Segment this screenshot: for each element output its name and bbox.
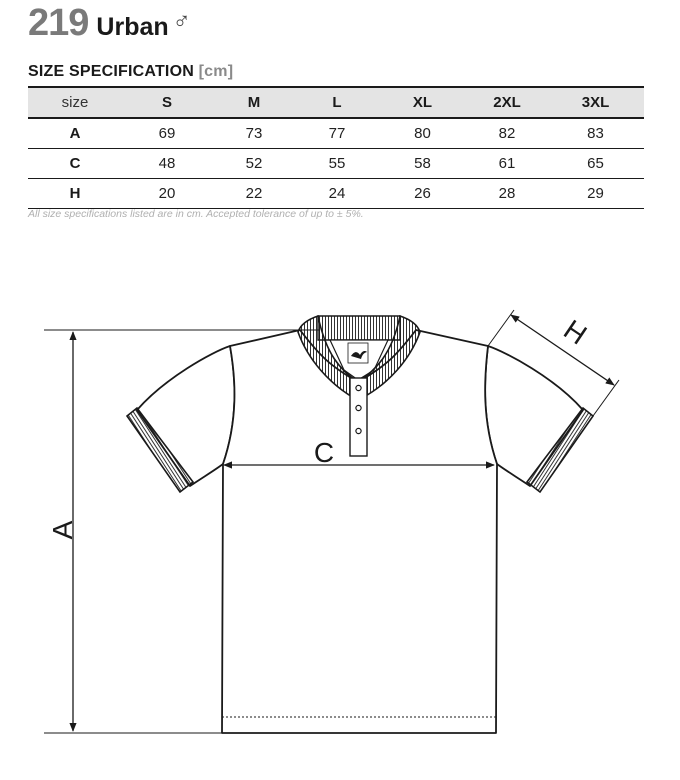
dimension-a-label: A — [47, 520, 78, 540]
left-sleeve — [137, 346, 234, 486]
table-cell: 58 — [414, 155, 431, 172]
table-cell: 83 — [587, 125, 604, 142]
table-cell: 80 — [414, 125, 431, 142]
right-sleeve — [485, 346, 583, 486]
table-cell: 82 — [498, 125, 516, 142]
size-column-header: 3XL — [581, 94, 610, 111]
table-cell: 26 — [414, 185, 431, 202]
table-cell: 61 — [498, 155, 516, 172]
button — [356, 405, 361, 410]
dimension-h-label: H — [558, 313, 593, 351]
size-spec-unit: [cm] — [198, 63, 234, 80]
size-spec-title-text: SIZE SPECIFICATION — [28, 63, 194, 80]
dimension-h-extension-top — [488, 310, 514, 346]
table-cell: 48 — [158, 155, 176, 172]
table-cell: 52 — [245, 155, 263, 172]
size-column-header: S — [161, 94, 172, 111]
measurement-label: H — [69, 185, 81, 202]
male-symbol-icon: ♂ — [172, 8, 191, 35]
table-cell: 24 — [328, 185, 346, 202]
table-cell: 20 — [158, 185, 176, 202]
table-cell: 55 — [328, 155, 346, 172]
collar-back — [318, 316, 400, 340]
model-number: 219 — [28, 2, 89, 44]
model-name: Urban — [96, 13, 169, 41]
table-cell: 77 — [328, 125, 346, 142]
table-cell: 65 — [587, 155, 604, 172]
table-cell: 69 — [158, 125, 176, 142]
dimension-c-label: C — [313, 437, 335, 468]
table-cell: 73 — [245, 125, 263, 142]
size-column-header: L — [332, 94, 342, 111]
measurement-label: C — [69, 155, 81, 172]
table-cell: 22 — [245, 185, 263, 202]
size-corner-label: size — [61, 94, 89, 111]
size-column-header: 2XL — [493, 94, 521, 111]
table-cell: 29 — [587, 185, 604, 202]
size-column-header: M — [247, 94, 261, 111]
dimension-h-extension-bottom — [593, 380, 619, 416]
button — [356, 385, 361, 390]
tolerance-footnote: All size specifications listed are in cm. Accepted tolerance of up to ± 5%. — [28, 208, 364, 220]
measurement-label: A — [69, 125, 81, 142]
button — [356, 428, 361, 433]
table-cell: 28 — [498, 185, 516, 202]
size-column-header: XL — [412, 94, 433, 111]
